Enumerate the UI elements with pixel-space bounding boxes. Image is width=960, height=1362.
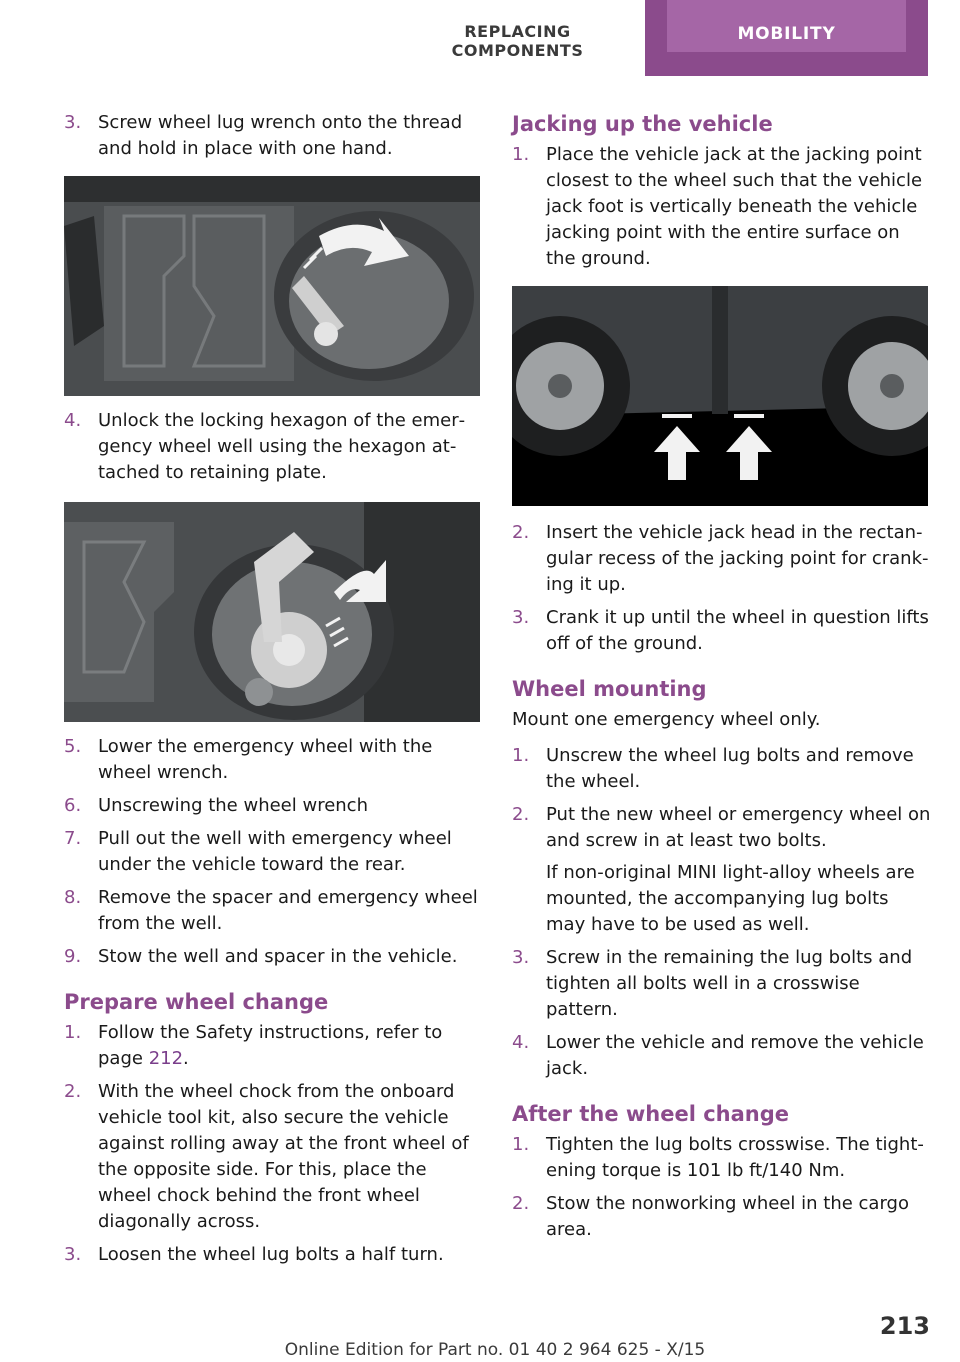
- step-text: Remove the spacer and emergency wheel from the well.: [98, 887, 478, 934]
- step-text-suffix: .: [183, 1048, 189, 1069]
- heading-wheel-mounting: Wheel mounting: [512, 677, 707, 701]
- step-text: Tighten the lug bolts crosswise. The tightening torque is 101 lb ft/140 Nm.: [546, 1134, 924, 1181]
- header-section-title: REPLACING COMPONENTS: [451, 22, 584, 60]
- step-4-unlock: [64, 408, 484, 486]
- list-item: [64, 1079, 484, 1235]
- step-note: If non-original MINI light-alloy wheels are mounted, the accompanying lug bolts may have to be used as well.: [546, 862, 915, 935]
- step-number: 7.: [64, 828, 82, 849]
- step-text: Loosen the wheel lug bolts a half turn.: [98, 1244, 444, 1265]
- step-text: Unscrewing the wheel wrench: [98, 795, 368, 816]
- step-number: 6.: [64, 795, 82, 816]
- page-link[interactable]: 212: [148, 1048, 184, 1069]
- step-text: Screw in the remaining the lug bolts and tighten all bolts well in a crosswise pattern.: [546, 947, 913, 1020]
- list-item: [512, 605, 932, 657]
- step-number: 4.: [64, 410, 82, 431]
- list-item: [512, 520, 932, 598]
- step-text: Screw wheel lug wrench onto the thread and hold in place with one hand.: [98, 112, 463, 159]
- step-text: Unscrew the wheel lug bolts and remove the wheel.: [546, 745, 914, 792]
- step-text: Place the vehicle jack at the jacking point closest to the wheel such that the vehicle jack foot is vertically beneath the vehicle jacking point with the entire surface on the ground.: [546, 144, 923, 269]
- list-item: [64, 734, 484, 786]
- step-text: Lower the emergency wheel with the wheel wrench.: [98, 736, 433, 783]
- step-text: Stow the nonworking wheel in the cargo area.: [546, 1193, 909, 1240]
- mounting-intro: Mount one emergency wheel only.: [512, 709, 821, 730]
- step-number: 4.: [512, 1032, 530, 1053]
- steps-list: [64, 734, 484, 970]
- step-number: 1.: [512, 144, 530, 165]
- header-chapter-tab[interactable]: [645, 0, 928, 76]
- list-item: [64, 1242, 484, 1268]
- step-number: 3.: [64, 1244, 82, 1265]
- step-number: 2.: [512, 1193, 530, 1214]
- step-number: 9.: [64, 946, 82, 967]
- step-number: 3.: [64, 112, 82, 133]
- step-3-wrench: [64, 110, 484, 162]
- step-text: Insert the vehicle jack head in the rectangular recess of the jacking point for cranking it up.: [546, 522, 929, 595]
- list-item: [512, 142, 932, 272]
- step-number: 2.: [512, 804, 530, 825]
- list-item: [64, 793, 484, 819]
- list-item: [512, 1191, 932, 1243]
- left-column: [64, 110, 484, 1275]
- heading-after-wheel-change: After the wheel change: [512, 1102, 790, 1126]
- step-number: 2.: [64, 1081, 82, 1102]
- page-number: 213: [879, 1312, 930, 1340]
- list-item: [64, 1020, 484, 1072]
- step-number: 5.: [64, 736, 82, 757]
- list-item: [512, 802, 932, 938]
- step-number: 1.: [64, 1022, 82, 1043]
- list-item: [64, 826, 484, 878]
- step-number: 2.: [512, 522, 530, 543]
- header-chapter-label: MOBILITY: [667, 0, 906, 52]
- jacking-point-illustration: [512, 286, 928, 506]
- list-item: [64, 944, 484, 970]
- footer-edition-text: Online Edition for Part no. 01 40 2 964 625 - X/15: [284, 1340, 706, 1360]
- step-text: Unlock the locking hexagon of the emergency wheel well using the hexagon attached to retaining plate.: [98, 410, 466, 483]
- step-number: 1.: [512, 1134, 530, 1155]
- list-item: [512, 945, 932, 1023]
- list-item: [512, 743, 932, 795]
- step-number: 3.: [512, 607, 530, 628]
- step-text: Crank it up until the wheel in question lifts off of the ground.: [546, 607, 929, 654]
- hexagon-unlock-illustration: [64, 502, 480, 722]
- step-number: 3.: [512, 947, 530, 968]
- step-text: Stow the well and spacer in the vehicle.: [98, 946, 458, 967]
- step-text: With the wheel chock from the onboard vehicle tool kit, also secure the vehicle against rolling away at the front wheel of the opposite side. For this, place the wheel chock behind the front wheel diagonally across.: [98, 1081, 469, 1232]
- list-item: [64, 885, 484, 937]
- heading-prepare-wheel-change: Prepare wheel change: [64, 990, 329, 1014]
- step-number: 1.: [512, 745, 530, 766]
- list-item: [512, 1132, 932, 1184]
- step-text: Pull out the well with emergency wheel under the vehicle toward the rear.: [98, 828, 452, 875]
- right-column: [512, 110, 932, 1250]
- wrench-on-thread-illustration: [64, 176, 480, 396]
- heading-jacking-up: Jacking up the vehicle: [512, 112, 773, 136]
- step-text: Put the new wheel or emergency wheel on and screw in at least two bolts.: [546, 804, 931, 851]
- step-text: Lower the vehicle and remove the vehicle jack.: [546, 1032, 924, 1079]
- step-number: 8.: [64, 887, 82, 908]
- list-item: [512, 1030, 932, 1082]
- step-text: Follow the Safety instructions, refer to page: [98, 1022, 443, 1069]
